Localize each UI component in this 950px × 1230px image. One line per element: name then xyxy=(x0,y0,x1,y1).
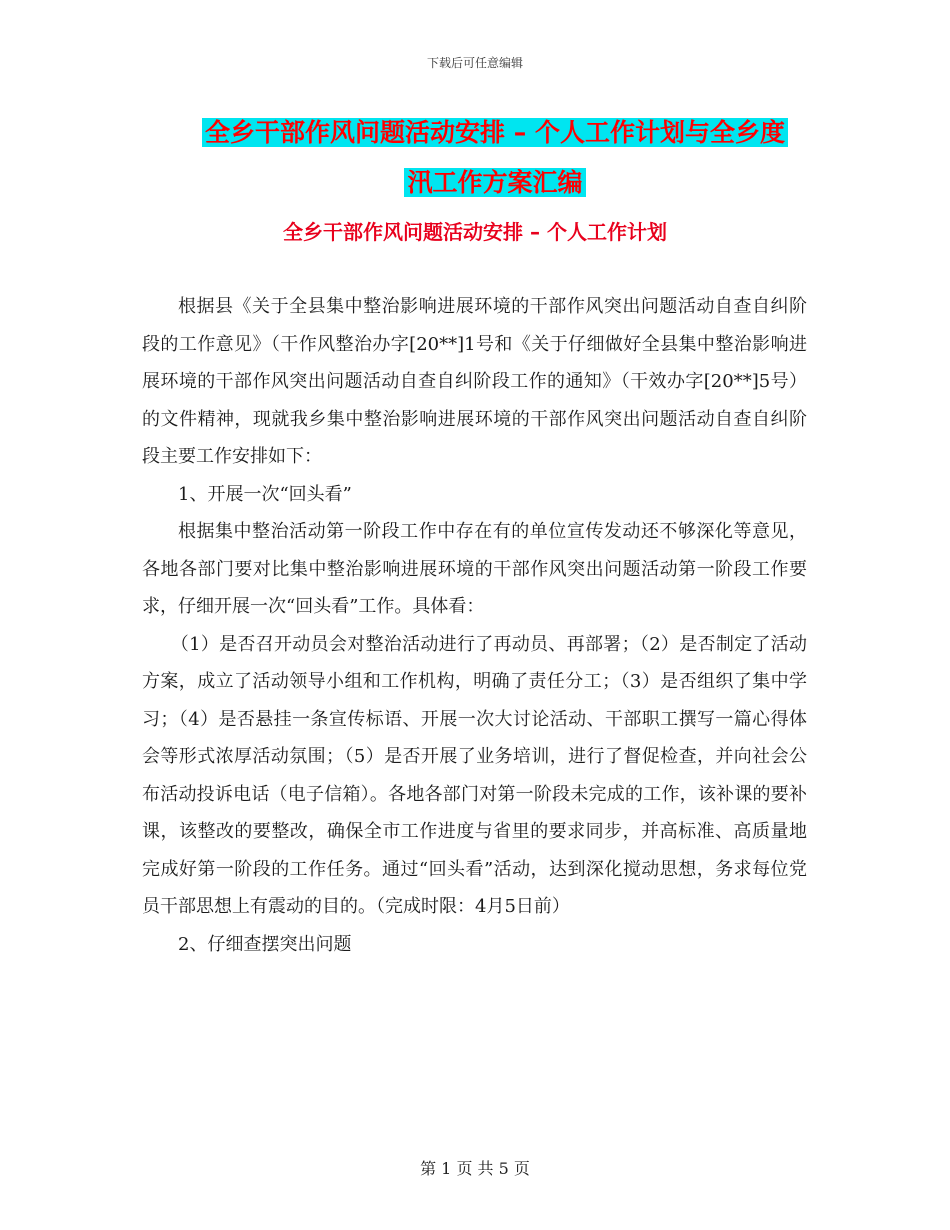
header-note: 下载后可任意编辑 xyxy=(426,56,523,70)
document-body xyxy=(142,288,807,963)
paragraph-item-1: 根据集中整治活动第一阶段工作中存在有的单位宣传发动还不够深化等意见，各地各部门要对比集中整治影响进展环境的干部作风突出问题活动第一阶段工作要求，仔细开展一次“回头看”工作。具体看： xyxy=(142,521,807,617)
paragraph-checklist: （1）是否召开动员会对整治活动进行了再动员、再部署；（2）是否制定了活动方案，成立了活动领导小组和工作机构，明确了责任分工；（3）是否组织了集中学习；（4）是否悬挂一条宣传标语、开展一次大讨论活动、干部职工撰写一篇心得体会等形式浓厚活动氛围；（5）是否开展了业务培训，进行了督促检查，并向社会公布活动投诉电话（电子信箱）。各地各部门对第一阶段未完成的工作，该补课的要补课，该整改的要整改，确保全市工作进度与省里的要求同步，并高标准、高质量地完成好第一阶段的工作任务。通过“回头看”活动，达到深化搅动思想，务求每位党员干部思想上有震动的目的。（完成时限：4月5日前） xyxy=(142,633,807,917)
paragraph-intro: 根据县《关于全县集中整治影响进展环境的干部作风突出问题活动自查自纠阶段的工作意见》（干作风整治办字[20**]1号和《关于仔细做好全县集中整治影响进展环境的干部作风突出问题活动自查自纠阶段工作的通知》（干效办字[20**]5号）的文件精神，现就我乡集中整治影响进展环境的干部作风突出问题活动自查自纠阶段主要工作安排如下： xyxy=(142,296,807,467)
page-footer: 第 1 页 共 5 页 xyxy=(420,1159,530,1178)
heading-item-1: 1、开展一次“回头看” xyxy=(178,483,352,505)
document-title xyxy=(140,108,850,208)
heading-item-2: 2、仔细查摆突出问题 xyxy=(178,933,352,955)
section-title: 全乡干部作风问题活动安排 – 个人工作计划 xyxy=(283,220,667,244)
title-line-1: 全乡干部作风问题活动安排 – 个人工作计划与全乡度 xyxy=(202,118,788,147)
title-line-2: 汛工作方案汇编 xyxy=(404,168,585,197)
